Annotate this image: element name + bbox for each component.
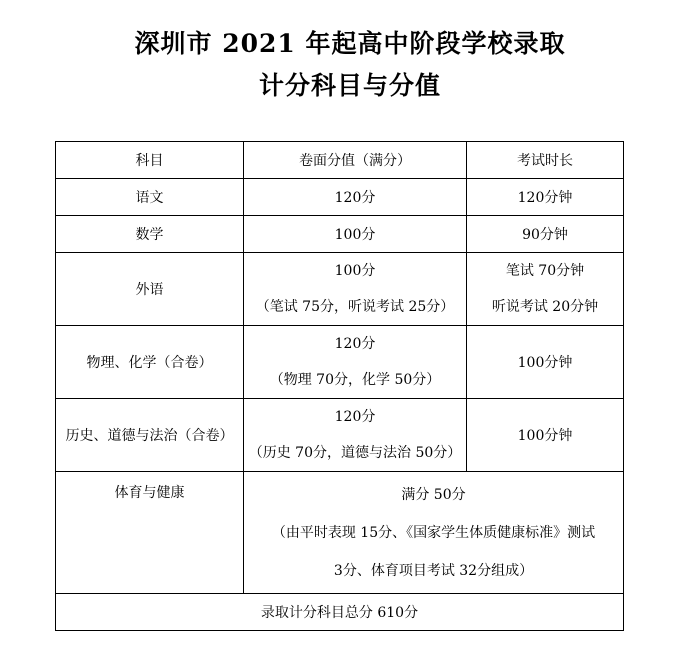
time-math: 90分钟 — [467, 216, 624, 253]
score-foreign: 100分 — [334, 263, 376, 279]
subject-histmoral: 历史、道德与法治（合卷） — [56, 399, 244, 472]
score-math: 100分 — [244, 216, 467, 253]
header-time: 考试时长 — [467, 142, 624, 179]
table-row — [56, 472, 624, 594]
table-header-row — [56, 142, 624, 179]
table-row — [56, 179, 624, 216]
header-subject: 科目 — [56, 142, 244, 179]
score-foreign-detail: （笔试 75分，听说考试 25分） — [255, 299, 455, 315]
total-score: 录取计分科目总分 610分 — [56, 594, 624, 631]
document-title-line1: 深圳市 2021 年起高中阶段学校录取 — [134, 29, 566, 58]
subject-pe: 体育与健康 — [56, 472, 244, 594]
subject-foreign: 外语 — [56, 253, 244, 326]
document-title-line2: 计分科目与分值 — [258, 71, 441, 100]
table-row — [56, 216, 624, 253]
table-row — [56, 326, 624, 399]
score-histmoral-detail: （历史 70分，道德与法治 50分） — [248, 445, 462, 461]
score-pe: 满分 50分 — [401, 486, 466, 503]
time-foreign-written: 笔试 70分钟 — [505, 263, 585, 279]
score-foreign-cell — [244, 253, 467, 326]
time-foreign-cell — [467, 253, 624, 326]
time-chinese: 120分钟 — [467, 179, 624, 216]
subject-physchem: 物理、化学（合卷） — [56, 326, 244, 399]
score-chinese: 120分 — [244, 179, 467, 216]
score-physchem-detail: （物理 70分，化学 50分） — [269, 372, 441, 388]
score-pe-cell — [244, 472, 624, 594]
header-score: 卷面分值（满分） — [244, 142, 467, 179]
score-physchem: 120分 — [334, 336, 376, 352]
time-physchem: 100分钟 — [467, 326, 624, 399]
table-total-row — [56, 594, 624, 631]
time-foreign-listening: 听说考试 20分钟 — [491, 299, 599, 315]
score-table — [55, 141, 624, 631]
score-pe-detail-2: 3分、体育项目考试 32分组成） — [333, 562, 534, 579]
table-row — [56, 253, 624, 326]
score-pe-detail-1: （由平时表现 15分、《国家学生体质健康标准》测试 — [271, 524, 596, 541]
subject-chinese: 语文 — [56, 179, 244, 216]
time-histmoral: 100分钟 — [467, 399, 624, 472]
table-row — [56, 399, 624, 472]
score-histmoral-cell — [244, 399, 467, 472]
score-histmoral: 120分 — [334, 409, 376, 425]
score-physchem-cell — [244, 326, 467, 399]
subject-math: 数学 — [56, 216, 244, 253]
